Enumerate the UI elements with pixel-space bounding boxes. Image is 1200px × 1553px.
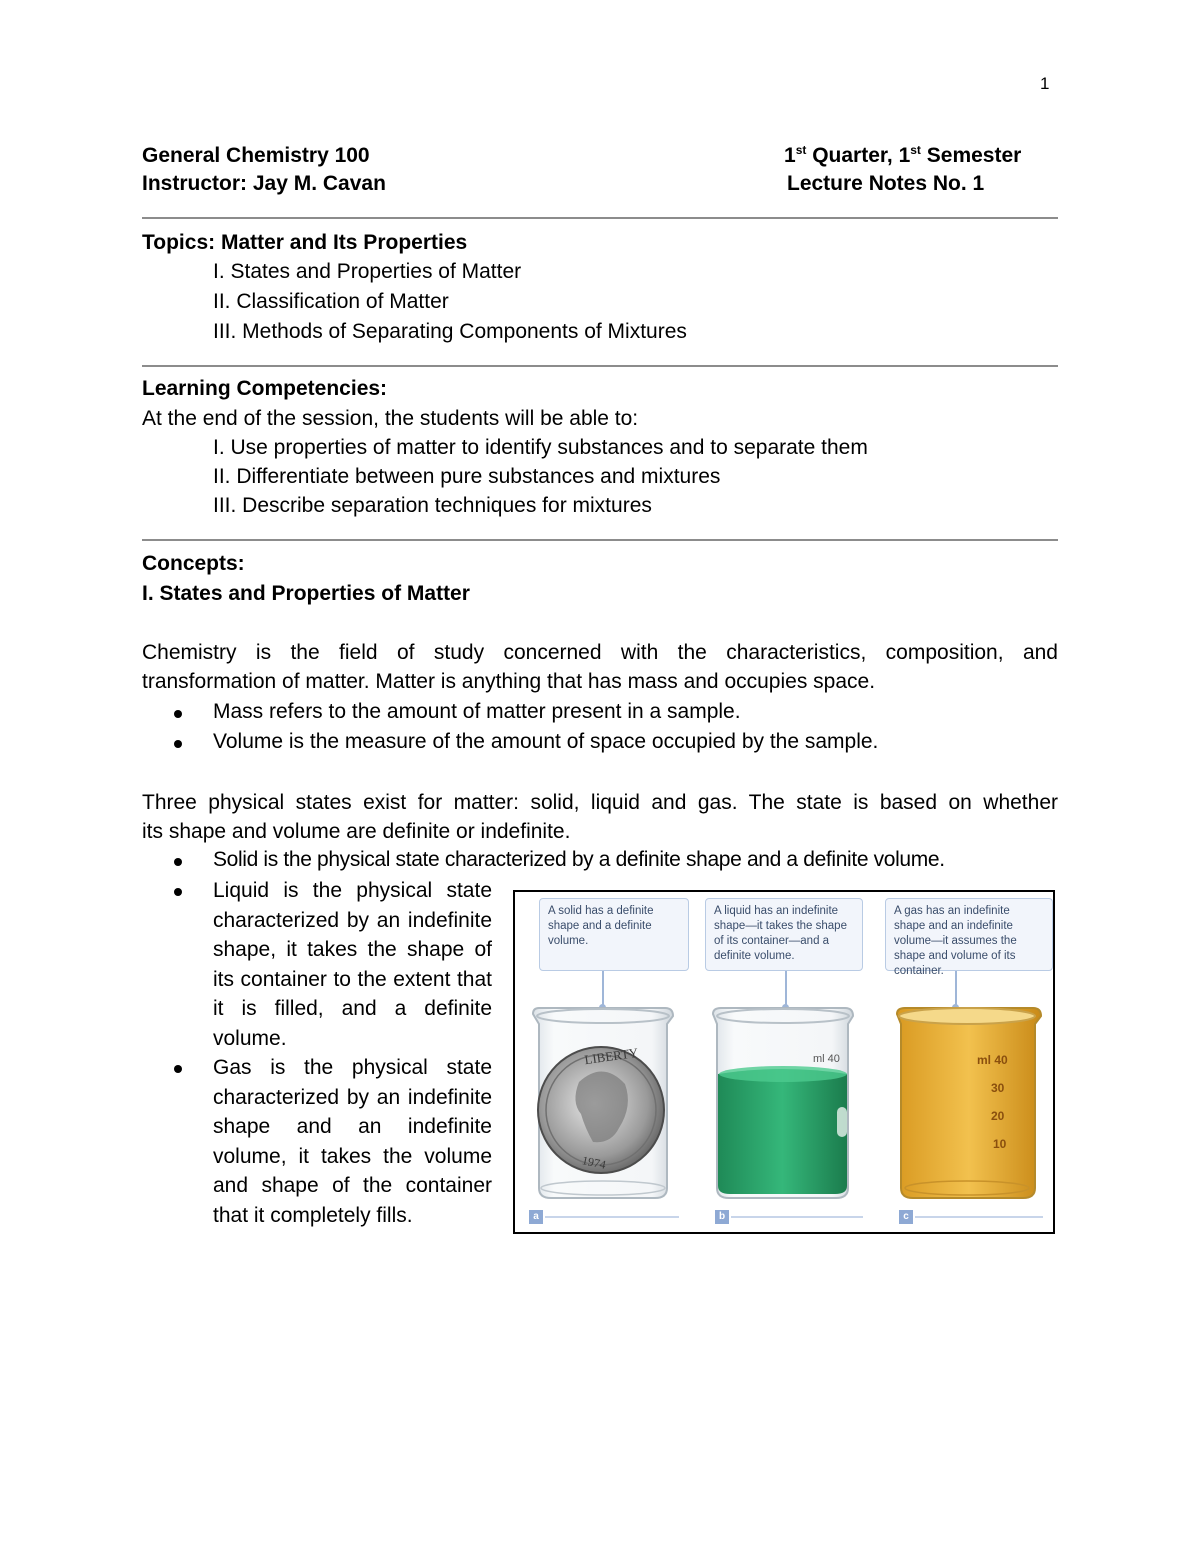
paragraph-line: its shape and volume are definite or indefinite. bbox=[142, 820, 571, 843]
competency-item: III. Describe separation techniques for mixtures bbox=[213, 494, 652, 517]
beaker-liquid bbox=[713, 1008, 853, 1198]
competency-item: I. Use properties of matter to identify substances and to separate them bbox=[213, 436, 868, 459]
competency-item: II. Differentiate between pure substances and mixtures bbox=[213, 465, 721, 488]
beaker-volume-mark: ml 40 bbox=[977, 1053, 1008, 1067]
panel-rule bbox=[545, 1216, 679, 1218]
divider bbox=[142, 539, 1058, 541]
panel-label-a: a bbox=[529, 1210, 543, 1224]
bullet-text: Volume is the measure of the amount of space occupied by the sample. bbox=[213, 730, 879, 753]
beaker-solid bbox=[533, 1008, 673, 1198]
course-title: General Chemistry 100 bbox=[142, 144, 370, 167]
bullet-icon bbox=[174, 888, 182, 896]
panel-rule bbox=[915, 1216, 1043, 1218]
topics-heading: Topics: Matter and Its Properties bbox=[142, 231, 468, 254]
beaker-volume-mark: 30 bbox=[991, 1081, 1005, 1095]
section-title: I. States and Properties of Matter bbox=[142, 582, 470, 605]
paragraph-line: transformation of matter. Matter is anything that has mass and occupies space. bbox=[142, 670, 876, 693]
page-number: 1 bbox=[1040, 74, 1050, 93]
callout-liquid: A liquid has an indefinite shape—it takes the shape of its container—and a definite volume. bbox=[705, 898, 863, 971]
bullet-text: Mass refers to the amount of matter present in a sample. bbox=[213, 700, 741, 723]
topic-item: II. Classification of Matter bbox=[213, 290, 449, 313]
bullet-icon bbox=[174, 740, 182, 748]
instructor: Instructor: Jay M. Cavan bbox=[142, 172, 386, 195]
beakers-illustration bbox=[515, 892, 1053, 1232]
bullet-text: Solid is the physical state characterized by a definite shape and a definite volume. bbox=[213, 848, 945, 871]
divider bbox=[142, 365, 1058, 367]
callout-solid: A solid has a definite shape and a definite volume. bbox=[539, 898, 689, 971]
competencies-intro: At the end of the session, the students will be able to: bbox=[142, 407, 639, 430]
callout-gas: A gas has an indefinite shape and an indefinite volume—it assumes the shape and volume of its container. bbox=[885, 898, 1053, 971]
beaker-gas bbox=[897, 1008, 1041, 1198]
panel-rule bbox=[731, 1216, 863, 1218]
bullet-icon bbox=[174, 1065, 182, 1073]
competencies-heading: Learning Competencies: bbox=[142, 377, 388, 400]
panel-label-c: c bbox=[899, 1210, 913, 1224]
concepts-heading: Concepts: bbox=[142, 552, 245, 575]
states-of-matter-figure bbox=[513, 890, 1055, 1234]
divider bbox=[142, 217, 1058, 219]
paragraph-line: Three physical states exist for matter: solid, liquid and gas. The state is based on whether bbox=[142, 791, 1058, 814]
bullet-icon bbox=[174, 710, 182, 718]
bullet-icon bbox=[174, 858, 182, 866]
beaker-volume-mark: 20 bbox=[991, 1109, 1005, 1123]
bullet-text: Gas is the physical state characterized by an indefinite shape and an indefinite volume, it takes the volume and shape of the container that it completely fills. bbox=[213, 1056, 492, 1227]
coin-year: 1974 bbox=[580, 1153, 608, 1172]
paragraph-line: Chemistry is the field of study concerned with the characteristics, composition, and bbox=[142, 641, 1058, 664]
topic-item: III. Methods of Separating Components of Mixtures bbox=[213, 320, 687, 343]
coin-inscription: LIBERTY bbox=[583, 1044, 640, 1068]
quarter-semester: 1st Quarter, 1st Semester bbox=[784, 143, 1022, 167]
bullet-text: Liquid is the physical state characterized by an indefinite shape, it takes the shape of its container to the extent that it is filled, and a definite volume. bbox=[213, 879, 492, 1050]
beaker-volume-mark: 10 bbox=[993, 1137, 1007, 1151]
topic-item: I. States and Properties of Matter bbox=[213, 260, 522, 283]
lecture-number: Lecture Notes No. 1 bbox=[787, 172, 985, 195]
beaker-volume-mark: ml 40 bbox=[813, 1053, 840, 1065]
panel-label-b: b bbox=[715, 1210, 729, 1224]
